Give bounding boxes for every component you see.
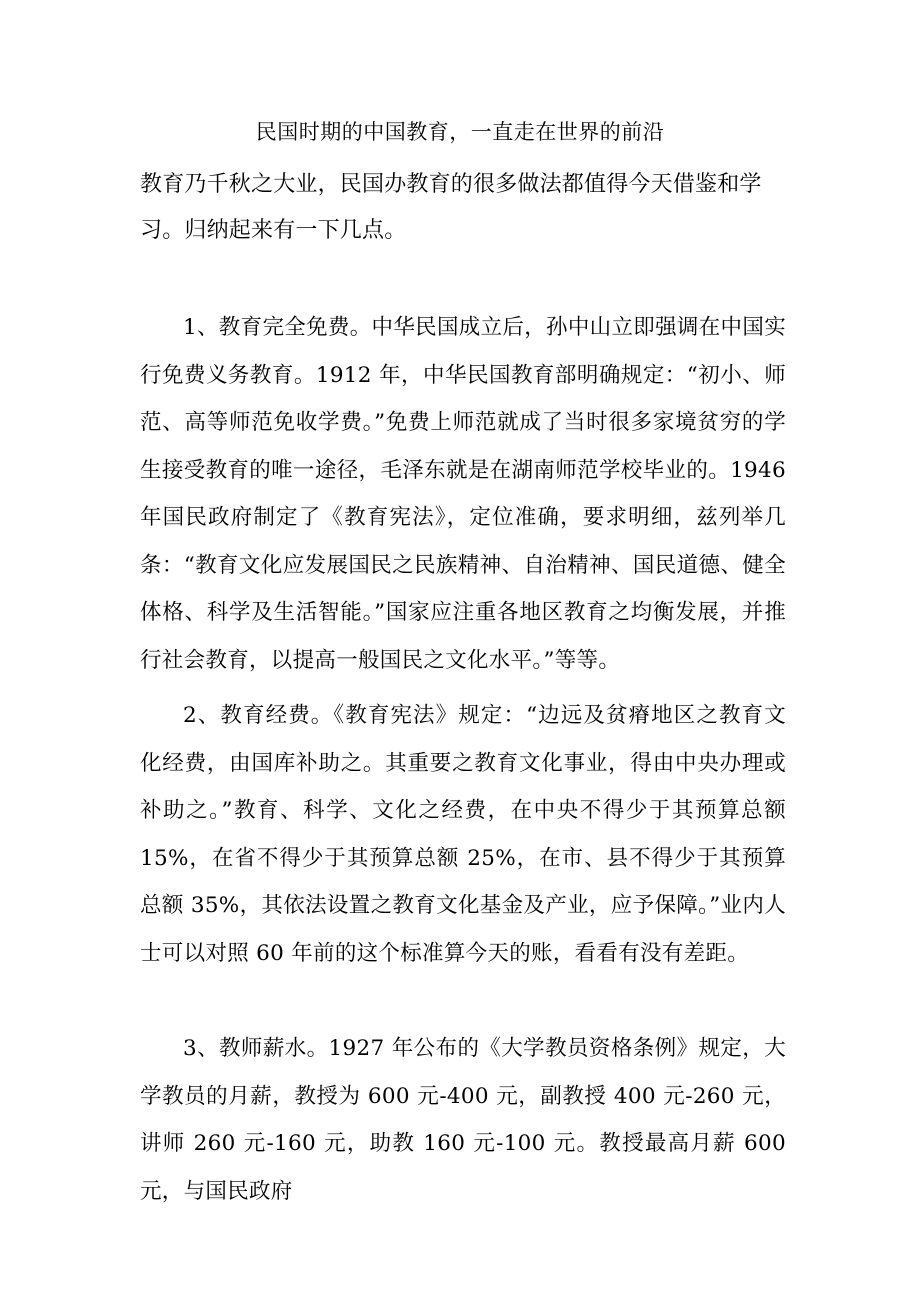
document-title: 民国时期的中国教育，一直走在世界的前沿 — [255, 120, 665, 144]
intro-paragraph: 教育乃千秋之大业，民国办教育的很多做法都值得今天借鉴和学习。归纳起来有一下几点。 — [140, 172, 762, 243]
paragraph-education-funding: 2、教育经费。《教育宪法》规定：“边远及贫瘠地区之教育文化经费，由国库补助之。其重要之教育文化事业，得由中央办理或补助之。”教育、科学、文化之经费，在中央不得少于其预算总额 15%，在省不得少于其预算总额 25%，在市、县不得少于其预算总额 35%，其依法设置之教育文化基金及产业，应予保障。”业内人士可以对照 60 年前的这个标准算今天的账，看看有没有差距。 — [140, 703, 786, 966]
paragraph-teacher-salary: 3、教师薪水。1927 年公布的《大学教员资格条例》规定，大学教员的月薪，教授为 600 元-400 元，副教授 400 元-260 元，讲师 260 元-160 元，助教 160 元-100 元。教授最高月薪 600 元，与国民政府 — [140, 1036, 786, 1204]
paragraph-free-education: 1、教育完全免费。中华民国成立后，孙中山立即强调在中国实行免费义务教育。1912 年，中华民国教育部明确规定：“初小、师范、高等师范免收学费。”免费上师范就成了当时很多家境贫穷的学生接受教育的唯一途径，毛泽东就是在湖南师范学校毕业的。1946 年国民政府制定了《教育宪法》，定位准确，要求明细，兹列举几条：“教育文化应发展国民之民族精神、自治精神、国民道德、健全体格、科学及生活智能。”国家应注重各地区教育之均衡发展，并推行社会教育，以提高一般国民之文化水平。”等等。 — [140, 315, 786, 673]
